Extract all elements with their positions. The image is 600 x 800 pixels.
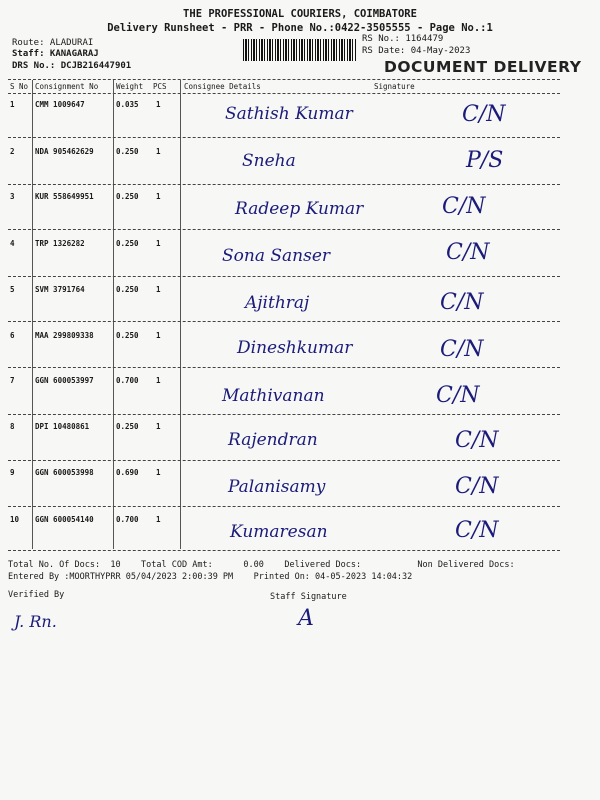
entered-by-line: Entered By :MOORTHYPRR 05/04/2023 2:00:39 PM Printed On: 04-05-2023 14:04:32 <box>8 572 413 582</box>
row-sno: 9 <box>10 468 15 477</box>
row-sno: 2 <box>10 147 15 156</box>
row-signature: P/S <box>466 148 504 173</box>
row-pcs: 1 <box>156 100 161 109</box>
row-pcs: 1 <box>156 192 161 201</box>
row-consignment-no: KUR 558649951 <box>35 192 94 201</box>
row-sno: 1 <box>10 100 15 109</box>
row-weight: 0.250 <box>116 331 139 340</box>
row-pcs: 1 <box>156 515 161 524</box>
row-pcs: 1 <box>156 422 161 431</box>
column-divider <box>32 80 33 549</box>
row-weight: 0.700 <box>116 515 139 524</box>
row-divider <box>8 321 560 322</box>
col-pcs: PCS <box>153 82 167 91</box>
table-top-rule <box>8 79 560 80</box>
company-title: THE PROFESSIONAL COURIERS, COIMBATORE <box>183 8 417 20</box>
row-consignment-no: GGN 600053998 <box>35 468 94 477</box>
row-consignment-no: DPI 10480861 <box>35 422 90 431</box>
row-sno: 8 <box>10 422 15 431</box>
row-consignee-name: Mathivanan <box>222 386 325 406</box>
row-weight: 0.690 <box>116 468 139 477</box>
table-header-rule <box>8 93 560 94</box>
row-consignee-name: Ajithraj <box>245 293 310 313</box>
row-sno: 5 <box>10 285 15 294</box>
row-pcs: 1 <box>156 239 161 248</box>
row-consignment-no: TRP 1326282 <box>35 239 85 248</box>
row-sno: 6 <box>10 331 15 340</box>
route-label: Route: ALADURAI <box>12 38 94 48</box>
row-consignee-name: Kumaresan <box>230 522 328 542</box>
row-weight: 0.250 <box>116 422 139 431</box>
row-consignment-no: MAA 299809338 <box>35 331 94 340</box>
staff-signature-mark: A <box>298 606 314 631</box>
document-delivery-stamp: DOCUMENT DELIVERY <box>384 58 582 76</box>
column-divider <box>180 80 181 549</box>
barcode-image <box>243 39 356 61</box>
row-divider <box>8 414 560 415</box>
row-weight: 0.250 <box>116 192 139 201</box>
row-divider <box>8 184 560 185</box>
staff-label: Staff: KANAGARAJ <box>12 49 99 59</box>
row-pcs: 1 <box>156 376 161 385</box>
row-consignment-no: SVM 3791764 <box>35 285 85 294</box>
row-consignment-no: NDA 905462629 <box>35 147 94 156</box>
row-weight: 0.700 <box>116 376 139 385</box>
row-signature: C/N <box>442 194 486 219</box>
col-sno: S No <box>10 82 29 91</box>
row-signature: C/N <box>455 428 499 453</box>
rs-number: RS No.: 1164479 <box>362 34 444 44</box>
col-consignment-no: Consignment No <box>35 82 99 91</box>
row-pcs: 1 <box>156 468 161 477</box>
row-signature: C/N <box>462 102 506 127</box>
row-pcs: 1 <box>156 285 161 294</box>
row-consignment-no: GGN 600054140 <box>35 515 94 524</box>
row-consignment-no: GGN 600053997 <box>35 376 94 385</box>
col-weight: Weight <box>116 82 144 91</box>
row-consignee-name: Dineshkumar <box>237 338 353 358</box>
row-divider <box>8 229 560 230</box>
rs-date: RS Date: 04-May-2023 <box>362 46 471 56</box>
row-consignment-no: CMM 1009647 <box>35 100 85 109</box>
row-consignee-name: Radeep Kumar <box>235 199 364 219</box>
row-consignee-name: Sneha <box>242 151 296 171</box>
col-signature: Signature <box>374 82 415 91</box>
row-signature: C/N <box>455 474 499 499</box>
row-divider <box>8 137 560 138</box>
row-pcs: 1 <box>156 331 161 340</box>
row-signature: C/N <box>436 383 480 408</box>
row-sno: 3 <box>10 192 15 201</box>
row-divider <box>8 367 560 368</box>
row-pcs: 1 <box>156 147 161 156</box>
row-weight: 0.250 <box>116 147 139 156</box>
row-signature: C/N <box>440 290 484 315</box>
row-weight: 0.035 <box>116 100 139 109</box>
runsheet-subtitle: Delivery Runsheet - PRR - Phone No.:0422-3505555 - Page No.:1 <box>107 22 493 34</box>
row-signature: C/N <box>455 518 499 543</box>
staff-signature-label: Staff Signature <box>270 592 347 602</box>
drs-number: DRS No.: DCJB216447901 <box>12 61 132 71</box>
row-consignee-name: Rajendran <box>228 430 318 450</box>
row-consignee-name: Sona Sanser <box>222 246 331 266</box>
verifier-signature-mark: J. Rn. <box>14 612 57 631</box>
row-weight: 0.250 <box>116 285 139 294</box>
row-weight: 0.250 <box>116 239 139 248</box>
row-divider <box>8 460 560 461</box>
row-divider <box>8 506 560 507</box>
col-consignee-details: Consignee Details <box>184 82 261 91</box>
row-sno: 10 <box>10 515 20 524</box>
row-signature: C/N <box>440 337 484 362</box>
row-consignee-name: Palanisamy <box>228 477 326 497</box>
column-divider <box>113 80 114 549</box>
verified-by-label: Verified By <box>8 590 65 600</box>
row-signature: C/N <box>446 240 490 265</box>
row-consignee-name: Sathish Kumar <box>225 104 353 124</box>
totals-line: Total No. Of Docs: 10 Total COD Amt: 0.00 Delivered Docs: Non Delivered Docs: <box>8 560 515 570</box>
row-sno: 7 <box>10 376 15 385</box>
table-bottom-rule <box>8 550 560 551</box>
row-divider <box>8 276 560 277</box>
row-sno: 4 <box>10 239 15 248</box>
